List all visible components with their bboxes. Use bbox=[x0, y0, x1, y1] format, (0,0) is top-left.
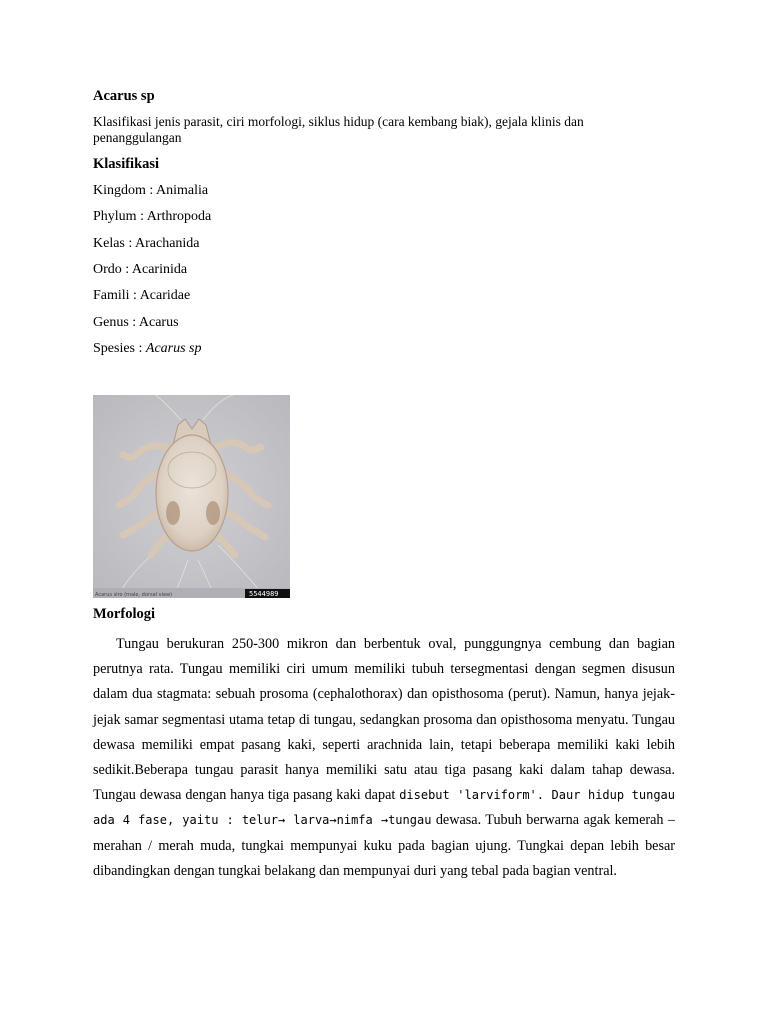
classification-row-kelas: Kelas : Arachanida bbox=[93, 236, 200, 251]
classification-row-genus: Genus : Acarus bbox=[93, 315, 179, 330]
lifecycle-phrase: disebut 'larviform'. Daur hidup tungau ada 4 fase, yaitu : telur→ larva→nimfa →tungau bbox=[93, 788, 675, 828]
classification-heading: Klasifikasi bbox=[93, 156, 160, 172]
classification-row-famili: Famili : Acaridae bbox=[93, 288, 191, 303]
photo-caption: Acarus siro (male, dorsal view) bbox=[95, 592, 173, 598]
classification-row-phylum: Phylum : Arthropoda bbox=[93, 209, 212, 224]
morphology-heading: Morfologi bbox=[93, 606, 156, 622]
mite-photo bbox=[93, 395, 290, 598]
morphology-paragraph: Tungau berukuran 250-300 mikron dan berbentuk oval, punggungnya cembung dan bagian perutnya rata. Tungau memiliki ciri umum memiliki tubuh tersegmentasi dengan segmen disusun dalam dua stagmata: sebuah prosoma (cephalothorax) dan opisthosoma (perut). Namun, hanya jejak-jejak samar segmentasi utama tetap di tungau, sedangkan prosoma dan opisthosoma menyatu. Tungau dewasa memiliki empat pasang kaki, seperti arachnida lain, tetapi beberapa memiliki kaki lebih sedikit.Beberapa tungau parasit hanya memiliki satu atau tiga pasang kaki dalam tahap dewasa. Tungau dewasa dengan hanya tiga pasang kaki dapat disebut 'larviform'. Daur hidup tungau ada 4 fase, yaitu : telur→ larva→nimfa →tungau dewasa. Tubuh berwarna agak kemerah – merahan / merah muda, tungkai mempunyai kuku pada bagian ujung. Tungkai depan lebih besar dibandingkan dengan tungkai belakang dan mempunyai duri yang tebal pada bagian ventral. bbox=[93, 636, 675, 879]
document-title: Acarus sp bbox=[93, 88, 155, 104]
classification-row-ordo: Ordo : Acarinida bbox=[93, 262, 188, 277]
document-subtitle: Klasifikasi jenis parasit, ciri morfologi, siklus hidup (cara kembang biak), gejala klinis dan penanggulangan bbox=[93, 114, 584, 145]
classification-row-kingdom: Kingdom : Animalia bbox=[93, 183, 209, 198]
classification-row-spesies: Spesies : Acarus sp bbox=[93, 341, 202, 356]
photo-id-badge: 5544989 bbox=[249, 590, 279, 598]
